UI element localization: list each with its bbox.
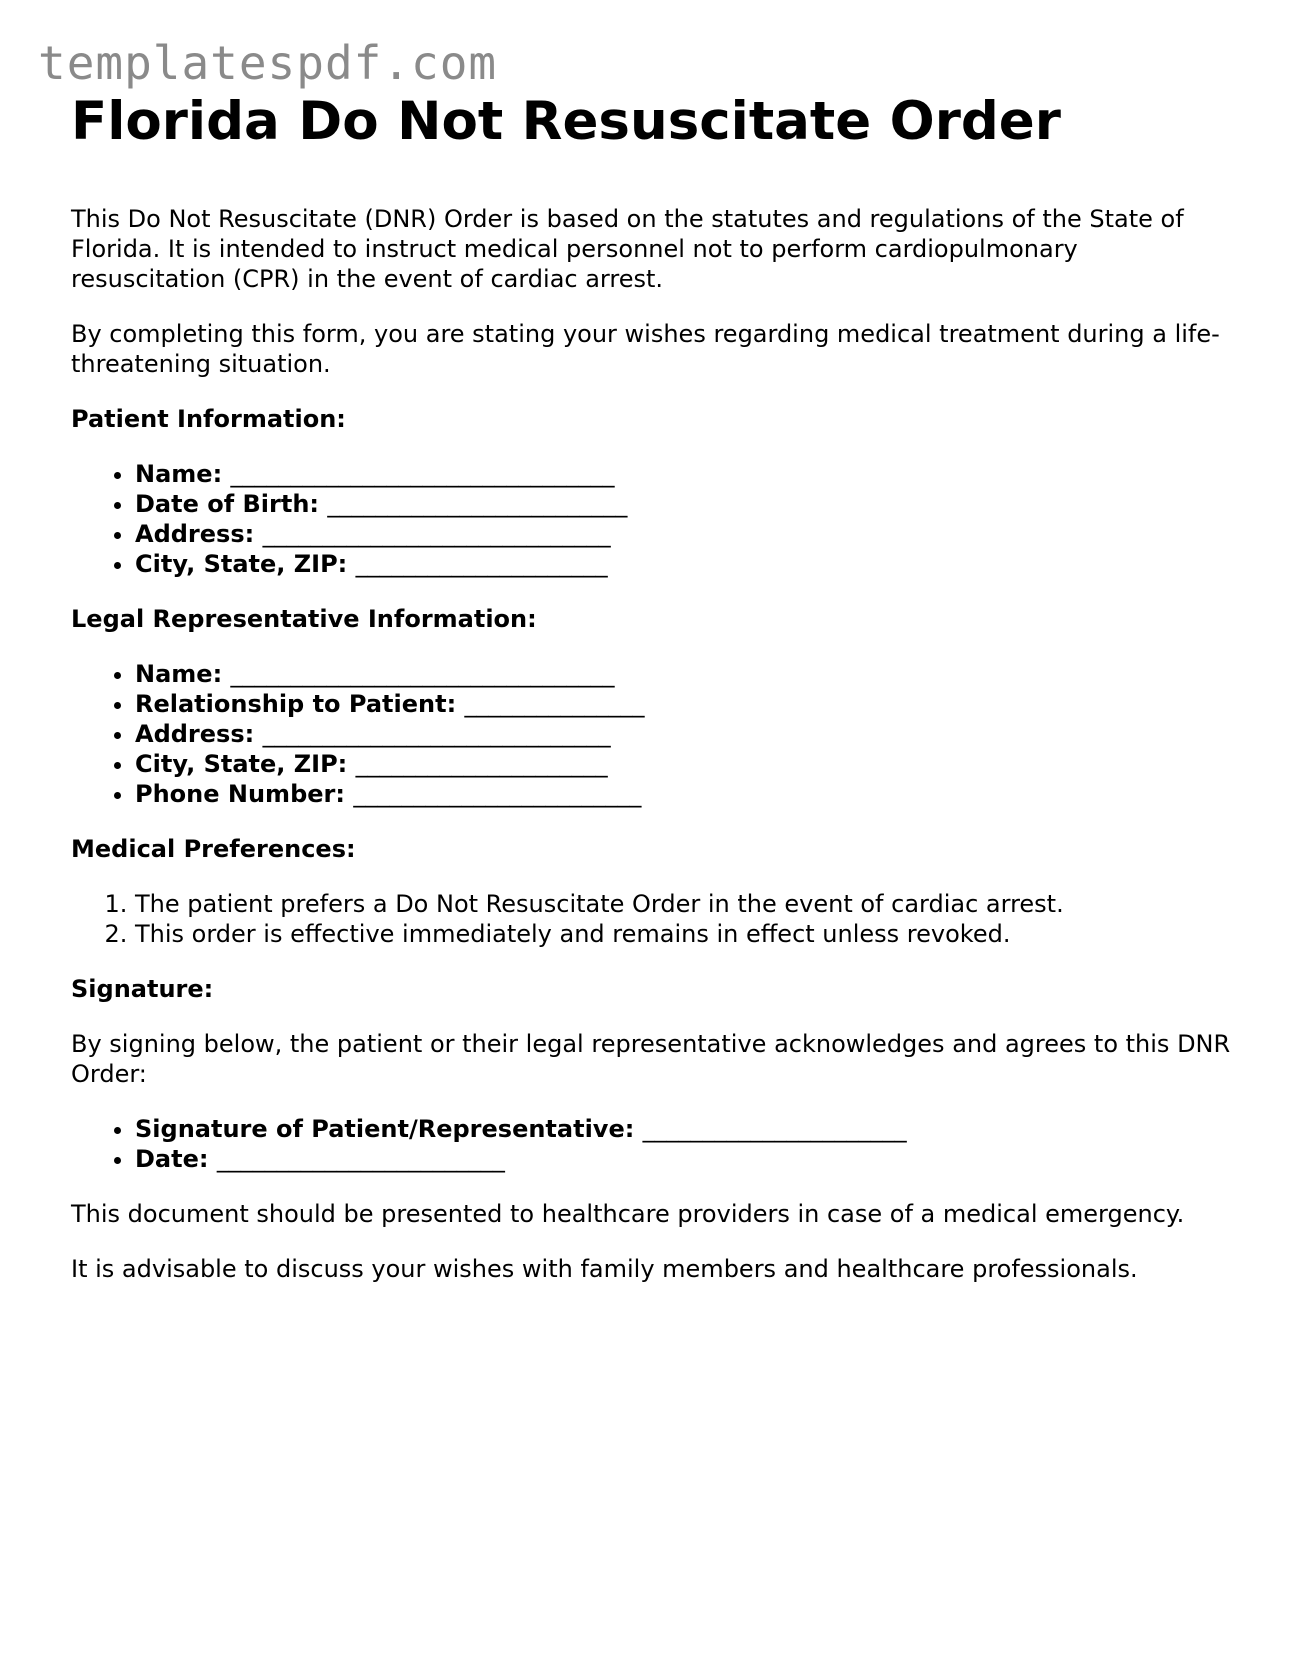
- representative-phone-field: [135, 779, 1231, 809]
- phone-blank-line[interactable]: ________________________: [353, 780, 642, 808]
- name-blank-line[interactable]: ________________________________: [230, 660, 615, 688]
- name-blank-line[interactable]: ________________________________: [230, 460, 615, 488]
- field-label: Address:: [135, 720, 255, 748]
- document-title: Florida Do Not Resuscitate Order: [71, 91, 1061, 152]
- city-state-zip-blank-line[interactable]: _____________________: [355, 750, 608, 778]
- representative-relationship-field: [135, 689, 1231, 719]
- patient-city-state-zip-field: [135, 549, 1231, 579]
- representative-information-heading: Legal Representative Information:: [71, 605, 537, 633]
- watermark-logo: templatespdf.com: [38, 36, 498, 90]
- field-label: Name:: [135, 660, 223, 688]
- patient-information-heading: Patient Information:: [71, 405, 346, 433]
- medical-preferences-heading: Medical Preferences:: [71, 835, 356, 863]
- document-page: [71, 88, 1231, 1284]
- field-label: City, State, ZIP:: [135, 550, 348, 578]
- intro-paragraph-2: By completing this form, you are stating your wishes regarding medical treatment during a life-threatening situation.: [71, 320, 1220, 378]
- dob-blank-line[interactable]: _________________________: [327, 490, 628, 518]
- patient-name-field: [135, 459, 1231, 489]
- medical-preferences-list: [71, 889, 1231, 949]
- field-label: Phone Number:: [135, 780, 345, 808]
- signature-field: [135, 1114, 1231, 1144]
- signature-list: [71, 1114, 1231, 1174]
- address-blank-line[interactable]: _____________________________: [262, 520, 611, 548]
- medical-preference-item: 2. This order is effective immediately and remains in effect unless revoked.: [135, 919, 1231, 949]
- closing-paragraph-1: This document should be presented to healthcare providers in case of a medical emergency.: [71, 1200, 1185, 1228]
- medical-preference-item: 1. The patient prefers a Do Not Resuscitate Order in the event of cardiac arrest.: [135, 889, 1231, 919]
- signature-date-field: [135, 1144, 1231, 1174]
- relationship-blank-line[interactable]: _______________: [464, 690, 645, 718]
- field-label: Name:: [135, 460, 223, 488]
- field-label: Relationship to Patient:: [135, 690, 457, 718]
- address-blank-line[interactable]: _____________________________: [262, 720, 611, 748]
- date-blank-line[interactable]: ________________________: [216, 1145, 505, 1173]
- representative-city-state-zip-field: [135, 749, 1231, 779]
- patient-address-field: [135, 519, 1231, 549]
- field-label: Address:: [135, 520, 255, 548]
- representative-information-list: [71, 659, 1231, 809]
- city-state-zip-blank-line[interactable]: _____________________: [355, 550, 608, 578]
- intro-paragraph-1: This Do Not Resuscitate (DNR) Order is based on the statutes and regulations of the State of Florida. It is intended to instruct medical personnel not to perform cardiopulmonary resuscitation (CPR) in the event of cardiac arrest.: [71, 205, 1184, 293]
- patient-information-list: [71, 459, 1231, 579]
- representative-address-field: [135, 719, 1231, 749]
- signature-heading: Signature:: [71, 975, 214, 1003]
- field-label: Date:: [135, 1145, 209, 1173]
- field-label: City, State, ZIP:: [135, 750, 348, 778]
- representative-name-field: [135, 659, 1231, 689]
- closing-paragraph-2: It is advisable to discuss your wishes with family members and healthcare professionals.: [71, 1255, 1138, 1283]
- signature-paragraph: By signing below, the patient or their legal representative acknowledges and agrees to this DNR Order:: [71, 1030, 1231, 1088]
- patient-dob-field: [135, 489, 1231, 519]
- field-label: Date of Birth:: [135, 490, 320, 518]
- signature-blank-line[interactable]: ______________________: [642, 1115, 907, 1143]
- field-label: Signature of Patient/Representative:: [135, 1115, 635, 1143]
